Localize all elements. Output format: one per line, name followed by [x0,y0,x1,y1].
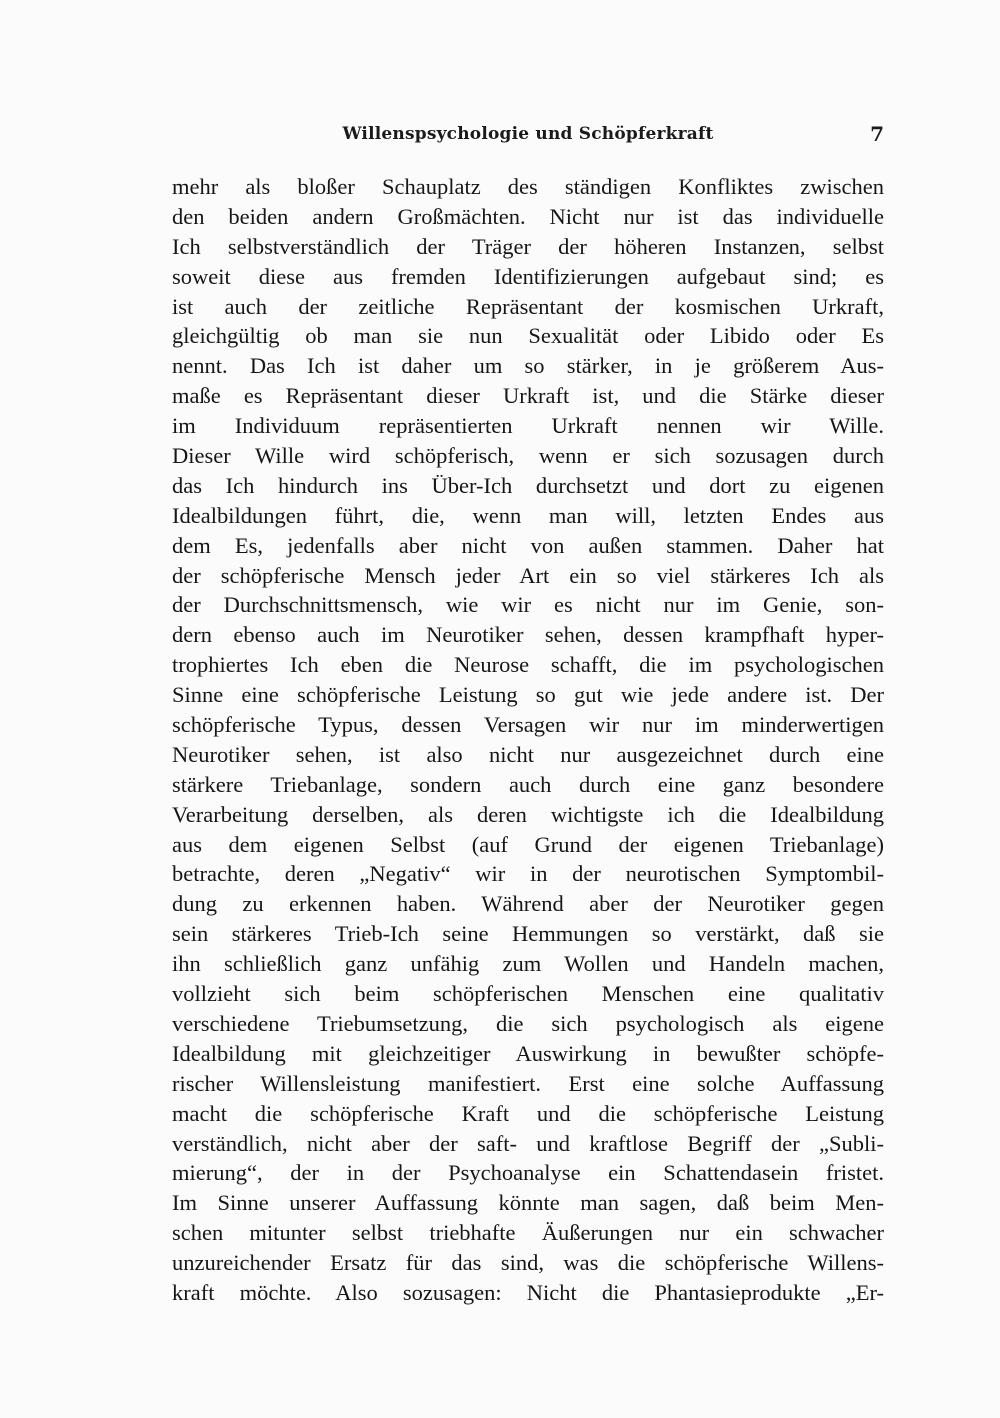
text-line: kraft möchte. Also sozusagen: Nicht die Phantasieprodukte „Er- [172,1279,884,1305]
text-line: dem Es, jedenfalls aber nicht von außen stammen. Daher hat [172,532,884,558]
text-line: mehr als bloßer Schauplatz des ständigen Konfliktes zwischen [172,174,884,199]
text-line: verständlich, nicht aber der saft- und kraftlose Begriff der „Subli- [172,1130,884,1156]
text-line: Idealbildungen führt, die, wenn man will, letzten Endes aus [172,502,884,528]
text-line: im Individuum repräsentierten Urkraft nennen wir Wille. [172,413,884,439]
text-line: der Durchschnittsmensch, wie wir es nicht nur im Genie, son- [172,592,884,618]
text-line: rischer Willensleistung manifestiert. Erst eine solche Auffassung [172,1070,884,1096]
text-line: schen mitunter selbst triebhafte Äußerungen nur ein schwacher [172,1220,884,1246]
text-line: nennt. Das Ich ist daher um so stärker, in je größerem Aus- [172,353,884,379]
text-line: Idealbildung mit gleichzeitiger Auswirkung in bewußter schöpfe- [172,1040,884,1066]
text-line: das Ich hindurch ins Über-Ich durchsetzt und dort zu eigenen [172,472,884,498]
running-title: Willenspsychologie und Schöpferkraft [342,124,714,144]
text-line: Sinne eine schöpferische Leistung so gut wie jede andere ist. Der [172,682,884,708]
text-line: dern ebenso auch im Neurotiker sehen, dessen krampfhaft hyper- [172,622,884,648]
text-line: sein stärkeres Trieb-Ich seine Hemmungen so verstärkt, daß sie [172,921,884,947]
text-line: macht die schöpferische Kraft und die schöpferische Leistung [172,1100,884,1126]
text-line: Dieser Wille wird schöpferisch, wenn er sich sozusagen durch [172,443,884,469]
body-text [172,172,884,1308]
text-line: den beiden andern Großmächten. Nicht nur ist das individuelle [172,203,884,229]
page-number: 7 [870,122,884,146]
text-line: schöpferische Typus, dessen Versagen wir nur im minderwertigen [172,712,884,738]
text-line: mierung“, der in der Psychoanalyse ein Schattendasein fristet. [172,1160,884,1186]
text-line: verschiedene Triebumsetzung, die sich psychologisch als eigene [172,1010,884,1036]
running-head [172,122,884,150]
text-line: soweit diese aus fremden Identifizierungen aufgebaut sind; es [172,263,884,289]
text-line: Im Sinne unserer Auffassung könnte man sagen, daß beim Men- [172,1190,884,1216]
text-line: ist auch der zeitliche Repräsentant der kosmischen Urkraft, [172,293,884,319]
text-line: trophiertes Ich eben die Neurose schafft, die im psychologischen [172,652,884,678]
text-line: stärkere Triebanlage, sondern auch durch eine ganz besondere [172,771,884,797]
text-line: ihn schließlich ganz unfähig zum Wollen und Handeln machen, [172,951,884,977]
text-line: unzureichender Ersatz für das sind, was die schöpferische Willens- [172,1250,884,1276]
text-line: gleichgültig ob man sie nun Sexualität oder Libido oder Es [172,323,884,349]
text-line: betrachte, deren „Negativ“ wir in der neurotischen Symptombil- [172,861,884,887]
text-line: dung zu erkennen haben. Während aber der Neurotiker gegen [172,891,884,917]
text-line: der schöpferische Mensch jeder Art ein so viel stärkeres Ich als [172,562,884,588]
text-line: maße es Repräsentant dieser Urkraft ist, und die Stärke dieser [172,383,884,409]
text-line: vollzieht sich beim schöpferischen Menschen eine qualitativ [172,981,884,1007]
text-line: Neurotiker sehen, ist also nicht nur ausgezeichnet durch eine [172,741,884,767]
text-line: Ich selbstverständlich der Träger der höheren Instanzen, selbst [172,233,884,259]
text-line: aus dem eigenen Selbst (auf Grund der eigenen Triebanlage) [172,831,884,857]
text-line: Verarbeitung derselben, als deren wichtigste ich die Idealbildung [172,801,884,827]
